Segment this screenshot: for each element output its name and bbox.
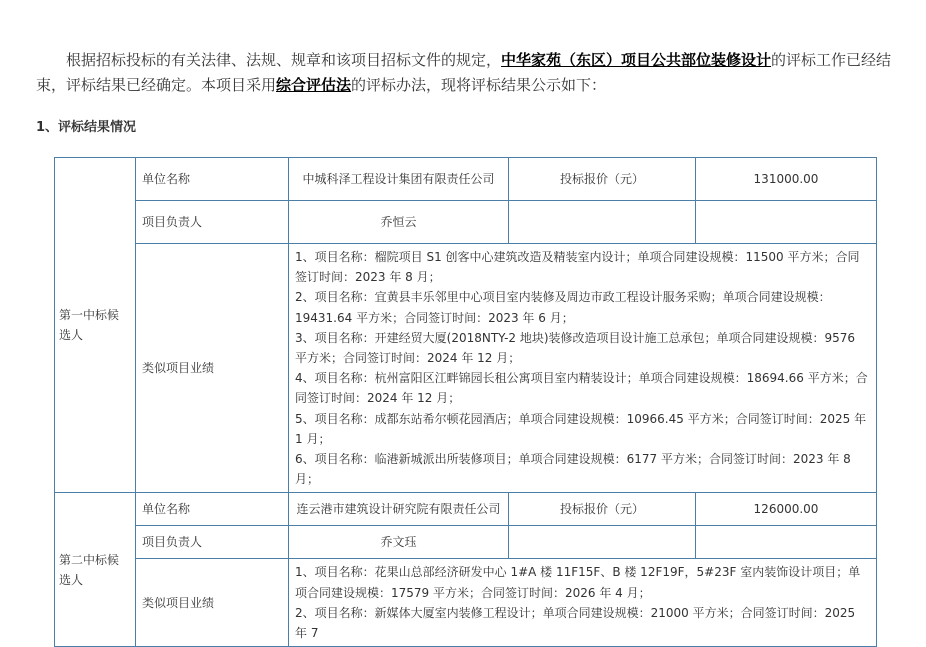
empty-cell [509, 526, 696, 559]
empty-cell [509, 201, 696, 244]
list-item: 2、项目名称：宜黄县丰乐邻里中心项目室内装修及周边市政工程设计服务采购；单项合同建设规模：19431.64 平方米；合同签订时间：2023 年 6 月； [295, 290, 831, 325]
evaluation-method: 综合评估法 [276, 76, 352, 94]
empty-cell [696, 201, 877, 244]
intro-text-2: 的评标工作已经结束，评标结果已经确定。本项目采用 [36, 51, 892, 94]
empty-cell [696, 526, 877, 559]
results-table [54, 157, 877, 647]
section-title: 1、评标结果情况 [36, 120, 137, 135]
bid-price-value: 131000.00 [696, 158, 877, 201]
list-item: 6、项目名称：临港新城派出所装修项目；单项合同建设规模：6177 平方米；合同签订时间：2023 年 8 月； [295, 452, 851, 487]
bid-price-label: 投标报价（元） [509, 493, 696, 526]
intro-text-3: 的评标办法，现将评标结果公示如下： [351, 76, 607, 94]
list-item: 1、项目名称：花果山总部经济研发中心 1#A 楼 11F15F、B 楼 12F19F，5#23F 室内装饰设计项目；单项合同建设规模：17579 平方米；合同签订时间：2026 年 4 月； [295, 565, 861, 600]
similar-projects-label: 类似项目业绩 [136, 244, 289, 493]
unit-name-label: 单位名称 [136, 493, 289, 526]
project-manager-name: 乔文珏 [289, 526, 509, 559]
list-item: 4、项目名称：杭州富阳区江畔锦园长租公寓项目室内精装设计；单项合同建设规模：18694.66 平方米；合同签订时间：2024 年 12 月； [295, 371, 868, 406]
list-item: 2、项目名称：新媒体大厦室内装修工程设计；单项合同建设规模：21000 平方米；合同签订时间：2025 年 7 [295, 605, 856, 641]
table-row [55, 201, 877, 244]
list-item: 5、项目名称：成都东站希尔顿花园酒店；单项合同建设规模：10966.45 平方米；合同签订时间：2025 年 1 月； [295, 411, 867, 446]
list-item: 1、项目名称：榴院项目 S1 创客中心建筑改造及精装室内设计；单项合同建设规模：11500 平方米；合同签订时间：2023 年 8 月； [295, 250, 860, 285]
project-manager-name: 乔恒云 [289, 201, 509, 244]
table-row [55, 493, 877, 526]
candidate-rank-label: 第一中标候选人 [55, 158, 136, 493]
table-row [55, 526, 877, 559]
candidate-rank-label: 第二中标候选人 [55, 493, 136, 647]
intro-text-1: 根据招标投标的有关法律、法规、规章和该项目招标文件的规定， [66, 51, 502, 69]
similar-projects-list [289, 244, 877, 493]
project-manager-label: 项目负责人 [136, 526, 289, 559]
company-name: 连云港市建筑设计研究院有限责任公司 [289, 493, 509, 526]
unit-name-label: 单位名称 [136, 158, 289, 201]
list-item: 3、项目名称：开建经贸大厦(2018NTY-2 地块)装修改造项目设计施工总承包；单项合同建设规模：9576 平方米；合同签订时间：2024 年 12 月； [295, 330, 856, 366]
table-row [55, 559, 877, 647]
table-row [55, 158, 877, 201]
table-row [55, 244, 877, 493]
intro-paragraph [36, 48, 898, 98]
project-manager-label: 项目负责人 [136, 201, 289, 244]
project-name: 中华家苑（东区）项目公共部位装修设计 [501, 51, 772, 69]
bid-price-value: 126000.00 [696, 493, 877, 526]
company-name: 中城科泽工程设计集团有限责任公司 [289, 158, 509, 201]
similar-projects-label: 类似项目业绩 [136, 559, 289, 647]
bid-price-label: 投标报价（元） [509, 158, 696, 201]
similar-projects-list [289, 559, 877, 647]
